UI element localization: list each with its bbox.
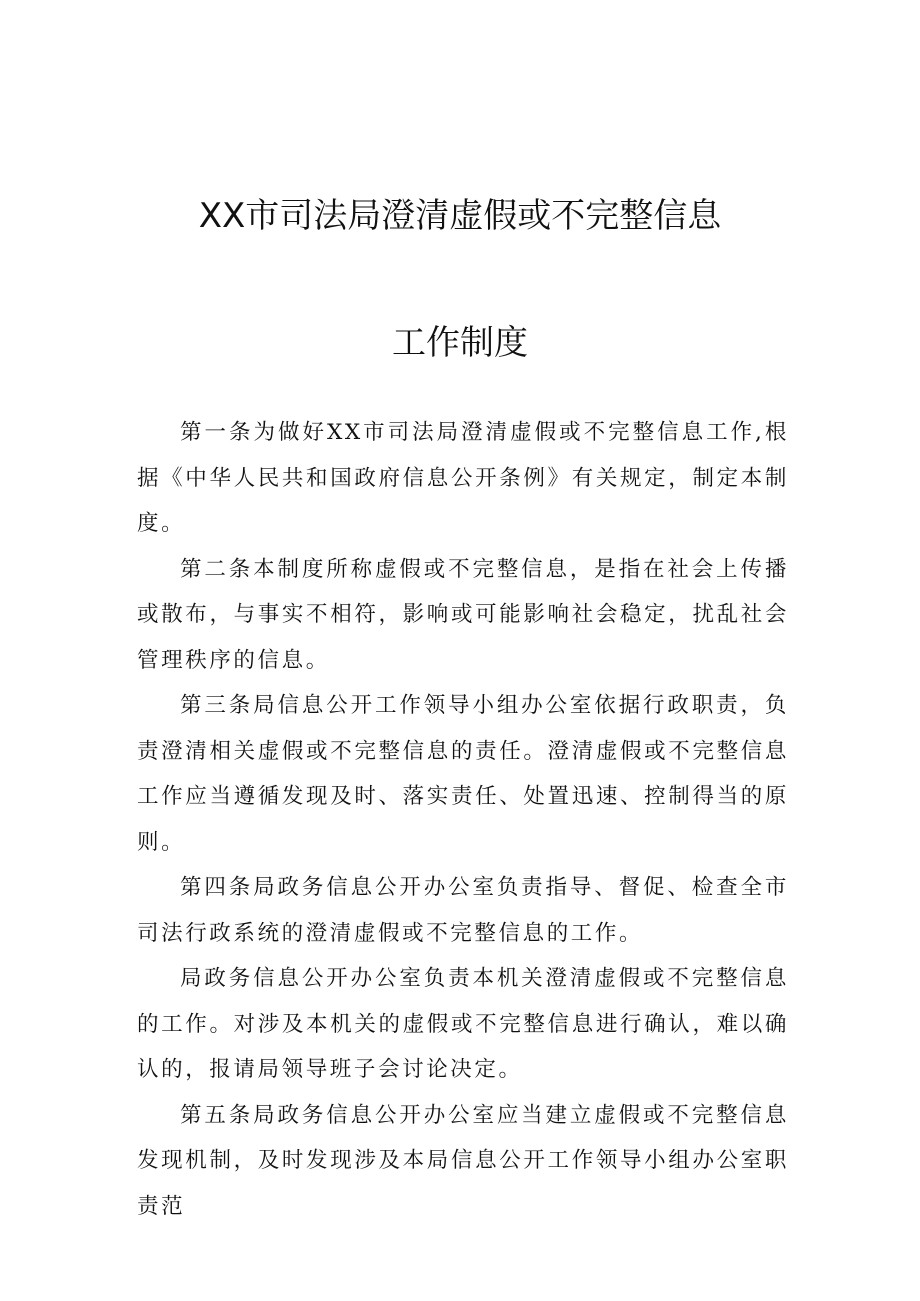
article-2-paragraph: 第二条本制度所称虚假或不完整信息，是指在社会上传播或散布，与事实不相符，影响或可能影响社会稳定，扰乱社会管理秩序的信息。	[137, 556, 789, 673]
article-4-supplement-paragraph: 局政务信息公开办公室负责本机关澄清虚假或不完整信息的工作。对涉及本机关的虚假或不完整信息进行确认，难以确认的，报请局领导班子会讨论决定。	[137, 966, 789, 1082]
document-body	[137, 410, 789, 1229]
article-3-paragraph: 第三条局信息公开工作领导小组办公室依据行政职责，负责澄清相关虚假或不完整信息的责任。澄清虚假或不完整信息工作应当遵循发现及时、落实责任、处置迅速、控制得当的原则。	[137, 693, 789, 855]
document-title-line-2: 工作制度	[392, 323, 528, 363]
document-title-line-1: XX市司法局澄清虚假或不完整信息	[198, 196, 722, 236]
article-4-paragraph: 第四条局政务信息公开办公室负责指导、督促、检查全市司法行政系统的澄清虚假或不完整信息的工作。	[137, 875, 789, 946]
article-5-paragraph: 第五条局政务信息公开办公室应当建立虚假或不完整信息发现机制，及时发现涉及本局信息公开工作领导小组办公室职责范	[137, 1102, 789, 1219]
article-1-paragraph: 第一条为做好XX市司法局澄清虚假或不完整信息工作,根据《中华人民共和国政府信息公开条例》有关规定，制定本制度。	[137, 420, 789, 536]
